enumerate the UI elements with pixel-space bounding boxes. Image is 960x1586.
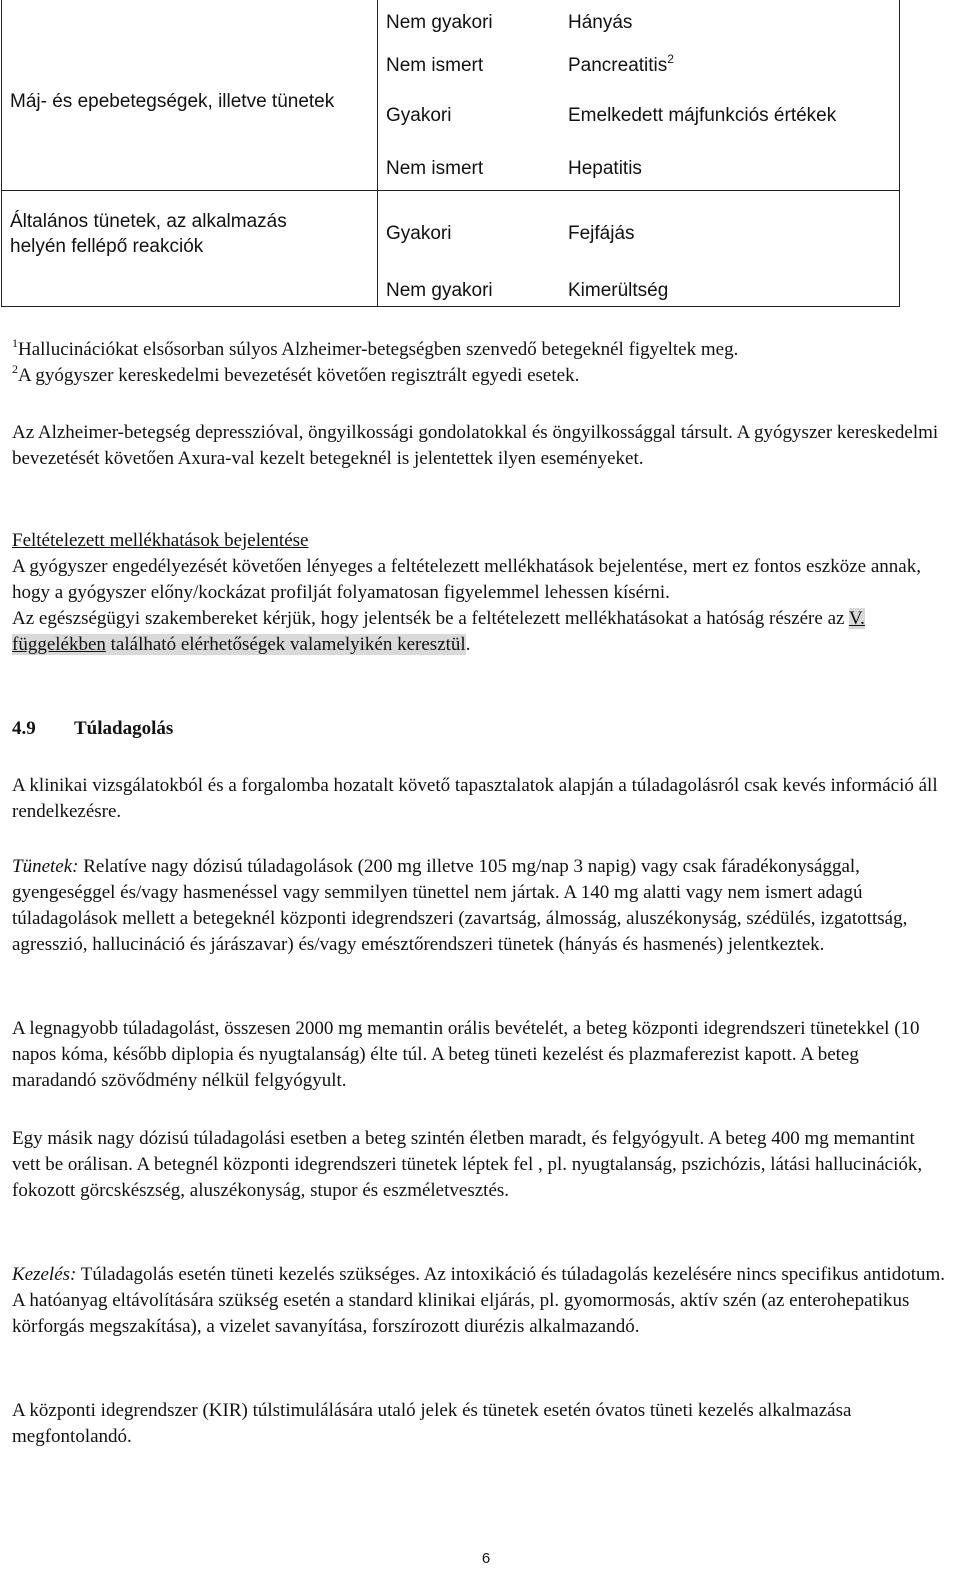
- reaction-cell: Emelkedett májfunkciós értékek: [568, 105, 837, 126]
- table-column-divider: [377, 0, 378, 306]
- footnote-mark: 1: [12, 336, 18, 350]
- frequency-cell: Nem ismert: [386, 55, 484, 76]
- frequency-cell: Gyakori: [386, 223, 452, 244]
- symptoms-text: Relatíve nagy dózisú túladagolások (200 mg illetve 105 mg/nap 3 napig) vagy csak fáradékonysággal, gyengeséggel és/vagy hasmenéssel vagy semmilyen tünettel nem jártak. A 140 mg alatti vagy nem ismert adagú túladagolások mellett a betegeknél központi idegrendszeri (zavartság, álmosság, aluszékonyság, szédülés, izgatottság, agresszió, hallucináció és járászavar) és/vagy emésztőrendszeri tünetek (hányás és hasmenés) jelentkeztek.: [12, 856, 908, 955]
- paragraph-another-overdose: Egy másik nagy dózisú túladagolási esetben a beteg szintén életben maradt, és felgyógyult. A beteg 400 mg memantint vett be orálisan. A betegnél központi idegrendszeri tünetek léptek fel , pl. nyugtalanság, pszichózis, látási hallucinációk, fokozott görcskészség, aluszékonyság, stupor és eszméletvesztés.: [12, 1128, 923, 1201]
- reporting-period: .: [465, 634, 471, 655]
- frequency-cell: Gyakori: [386, 105, 452, 126]
- appendix-v-link[interactable]: V. függelékben: [12, 608, 865, 655]
- paragraph-cns: A központi idegrendszer (KIR) túlstimulálására utaló jelek és tünetek esetén óvatos tüneti kezelés alkalmazása megfontolandó.: [12, 1400, 852, 1447]
- reaction-cell: Fejfájás: [568, 223, 635, 244]
- reaction-cell: [568, 54, 674, 78]
- footnote-mark: 2: [12, 362, 18, 376]
- reporting-text: Az egészségügyi szakembereket kérjük, hogy jelentsék be a feltételezett mellékhatásokat a hatóság részére az: [12, 608, 849, 629]
- paragraph-clinical: A klinikai vizsgálatokból és a forgalomba hozatalt követő tapasztalatok alapján a túladagolásról csak kevés információ áll rendelkezésre.: [12, 775, 938, 822]
- section-number: 4.9: [12, 718, 36, 739]
- reporting-section: [12, 528, 947, 658]
- section-heading: [12, 716, 173, 742]
- reporting-highlight-text: található elérhetőségek valamelyikén keresztül: [105, 634, 466, 655]
- footnotes: [12, 337, 947, 389]
- frequency-cell: Nem gyakori: [386, 12, 493, 33]
- paragraph-treatment: [12, 1262, 947, 1340]
- paragraph-symptoms: [12, 854, 947, 958]
- paragraph-depression: Az Alzheimer-betegség depresszióval, öngyilkossági gondolatokkal és öngyilkossággal társult. A gyógyszer kereskedelmi bevezetését követően Axura-val kezelt betegeknél is jelentettek ilyen eseményeket.: [12, 422, 939, 469]
- frequency-cell: Nem gyakori: [386, 280, 493, 301]
- footnote-text: Hallucinációkat elsősorban súlyos Alzheimer-betegségben szenvedő betegeknél figyeltek meg.: [18, 339, 739, 360]
- page-number: 6: [481, 1550, 491, 1567]
- treatment-label: Kezelés:: [12, 1264, 77, 1285]
- reaction-cell: Hepatitis: [568, 158, 642, 179]
- table-row-category: Máj- és epebetegségek, illetve tünetek: [10, 91, 335, 112]
- footnote-text: A gyógyszer kereskedelmi bevezetését követően regisztrált egyedi esetek.: [18, 365, 580, 386]
- section-title: Túladagolás: [74, 718, 174, 739]
- footnote-mark: 2: [667, 52, 674, 66]
- reaction-cell: Hányás: [568, 12, 633, 33]
- reporting-paragraph-2: [12, 606, 947, 658]
- reaction-cell: Kimerültség: [568, 280, 669, 301]
- reporting-paragraph-1: A gyógyszer engedélyezését követően lényeges a feltételezett mellékhatások bejelentése, mert ez fontos eszköze annak, hogy a gyógyszer előny/kockázat profilját folyamatosan figyelemmel lehessen kísérni.: [12, 556, 921, 603]
- treatment-text: Túladagolás esetén tüneti kezelés szükséges. Az intoxikáció és túladagolás kezelésére nincs specifikus antidotum. A hatóanyag eltávolítására szükség esetén a standard klinikai eljárás, pl. gyomormosás, aktív szén (az enterohepatikus körforgás megszakítása), a vizelet savanyítása, forszírozott diurézis alkalmazandó.: [12, 1264, 946, 1337]
- table-row-divider: [2, 190, 899, 191]
- symptoms-label: Tünetek:: [12, 856, 79, 877]
- reporting-title: Feltételezett mellékhatások bejelentése: [12, 530, 309, 551]
- footnote-1: [12, 337, 947, 363]
- paragraph-largest-overdose: A legnagyobb túladagolást, összesen 2000 mg memantin orális bevételét, a beteg központi idegrendszeri tünetekkel (10 napos kóma, később diplopia és nyugtalanság) élte túl. A beteg tüneti kezelést és plazmaferezist kapott. A beteg maradandó szövődmény nélkül felgyógyult.: [12, 1018, 920, 1091]
- adverse-reactions-table: [1, 0, 900, 307]
- table-row-category: Általános tünetek, az alkalmazás helyén fellépő reakciók: [10, 211, 287, 257]
- reaction-text: Pancreatitis: [568, 55, 668, 76]
- frequency-cell: Nem ismert: [386, 158, 484, 179]
- footnote-2: [12, 363, 947, 389]
